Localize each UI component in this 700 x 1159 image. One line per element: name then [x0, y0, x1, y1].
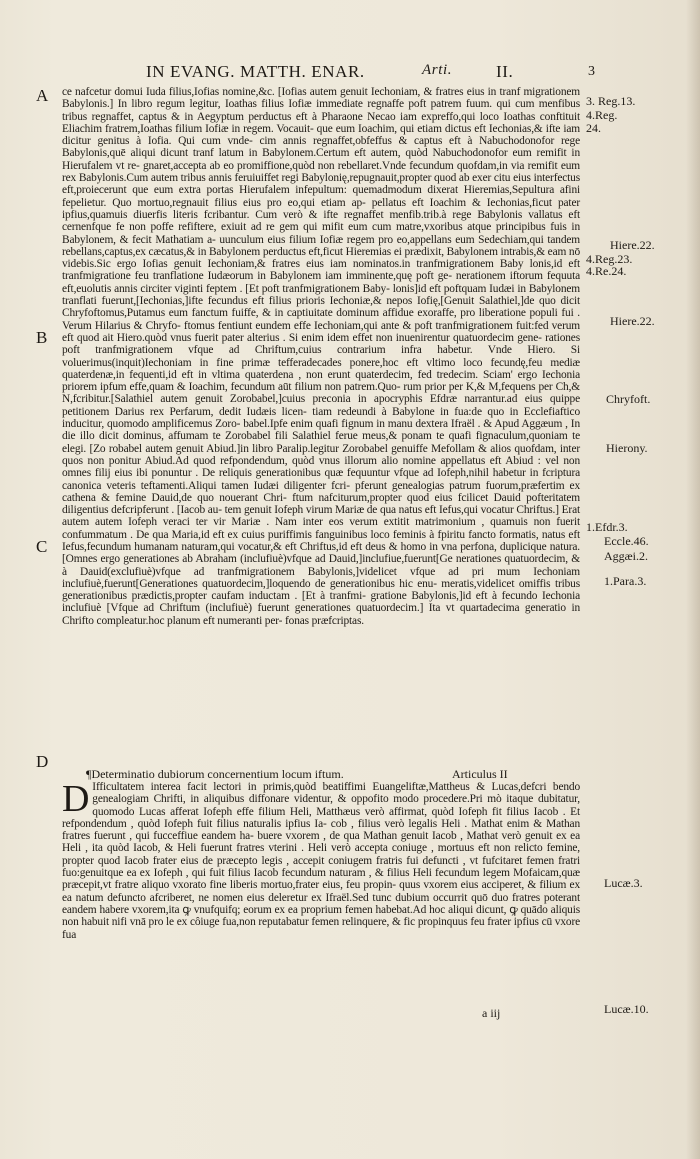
section-letter-a: A	[36, 86, 49, 105]
margin-note: Hierony.	[606, 441, 648, 455]
margin-note: 1.Para.3.	[604, 574, 647, 588]
margin-note: 1.Efdr.3.	[586, 520, 628, 534]
margin-note: 4.Re.24.	[586, 264, 627, 278]
paragraph: Ifficultatem interea facit lectori in primis,quòd beatiffimi Euangeliftæ,Mattheus & Lucas,defcri bendo genealogiam Chrifti, in aliquibus diffonare videntur, & oppofito modo procedere.Pri mò itaque dubitatur, quomodo Lucas afferat Iofeph effe filium Heli, Matthæus verò affirmat, quòd Iofeph fit filius Iacob . Et refpondendum , quòd Iofeph fuit filius naturalis ipfius Ia- cob , filius verò legalis Heli . Mathat enim & Mathan fratres fuerunt , qui fucceffiue eandem ha- buere vxorem , de qua Mathan genuit Iacob , Mathat verò genuit ex ea Heli , ita quòd Iacob, & Heli fuerunt fratres vterini . Heli verò accepta coniuge , mortuus eft non relicto femine, propter quod Iacob frater eius de præcepto legis , accepit coniugem fratris fui defuncti , vt fufcitaret femen fratri fuo:genuitque ea ex Iofeph , qui fuit filius Iacob fecundum naturam , & filius Heli fecundum legem Mofaicam,quæ præcepit,vt fratre aliquo vxorato fine liberis mortuo,frater eius, feu propin- quus vxorem eius acciperet, & filium ex ea natum defuncto afcriberet, ne nomen eius deleretur ex Ifraël.Sed tunc dubium occurrit quō duo fratres poterant eandem habere vxorem,ita ꝙ vnufquifq; eorum ex ea proprium femen habebat.Ad hoc aliqui dicunt, ꝙ quādo aliquis non habuit nifi vnā pro le ex côiuge fua,non reputabatur femen relinquere, & fic propinquus feu frater ipfius cū vxore fua	[62, 781, 580, 941]
margin-note: Hiere.22.	[610, 314, 655, 328]
margin-note: 4.Reg.	[586, 108, 618, 122]
article-heading-title: ¶Determinatio dubiorum concernentium locum iftum.	[86, 767, 344, 781]
section-letter-c: C	[36, 537, 48, 556]
section-letter-b: B	[36, 328, 48, 347]
commentary-passage-two	[62, 778, 580, 941]
paragraph: ce nafcetur domui Iuda filius,Iofias nomine,&c. [Iofias autem genuit Iechoniam, & fratres eius in tranf migrationem Babylonis.] In libro regum legitur, Ioathas filius Iofiæ immediate regnaffe poft patrem fuum. qui cum menfibus tribus regnaffet, captus & in Aegyptum perductus eft à Pharaone Necao iam expreffo,qui loco Ioathas conftituit Eliachim fratrem,Ioathas filium Iofiæ in regem. Vocauit- que eum Ioachim, qui etiam dictus eft Iechonias,& ifte iam dicitur genitus à Iofia. Qui cum vnde- cim annis regnaffet,obfeffus & captus eft à Nabuchodonofor rege Babylonis,quē aliqui dicunt tranf latum in Babylonem.Certum eft autem, quòd Nabuchodonofor eum remifit in Hierufalem vt re- gnaret,accepta ab eo promiffione,quòd non rebellaret.Vnde fecundum quofdam,in via remifit eum rex Babylonis.Cum autem tribus annis feruiuiffet regi Babylonię,repugnauit,propter quod ab exer citu eius interfectus eft,proiecerunt que eum extra portas Hierufalem infepultum: quemadmodum dixerat Hieremias,Sepultura afini fepelietur. Quo mortuo,regnauit filius eius pro eo,qui etiam ap- pellatus eft Ioachim & Iechonias,ficut pater ipfius,quamuis diuerfis literis fcribantur. Cum verò & ifte regnaffet menfib.trib.à rege Babylonis vallatus eft cernenfque fe non poffe refiftere, exiuit ad re gem qui mifit eum cum matre,vxoribus atque principibus fuis in Babylonem, & fecit Mathatiam a- uunculum eius filium Iofiæ regem pro eo,appellans eum Sedechiam,qui tandem rebellans,captus,ex cæcatus,& in Babylonem perductus eft,ficut Hieremias ei prædixit, Babylonem intrabis,& eam nō videbis.Sic ergo Iofias genuit Iechoniam,& fratres eius iam nominatos.in tranfmigrationem Baby lonis,id eft tranfmigratione feu tranflatione Iudæorum in Babylonem iam imminente,quę poft ge- nerationem iftorum fequuta eft,euolutis annis circiter viginti feptem . [Et poft tranfmigrationem Baby- lonis]id eft poftquam Iudæi in Babylonem tranflati fuerunt,[Iechonias,]ifte fecundus eft filius prioris Iechoniæ,& nepos Iofię,[Genuit Salathiel,]de quo dicit Chryfoftomus,Putamus eum fanctum fuiffe, & in captiuitate dominum affidue exoraffe, pro liberatione populi fui . Verum Hilarius & Chryfo- ftomus fentiunt eundem effe Iechoniam,qui ante & poft tranfmigrationem fuit:fed verum eft quod ait Hiero.quòd vnus fuerit pater alterius . Si enim idem effet non inuenirentur quatuordecim gene- rationes poft tranfmigrationem vfque ad Chriftum,cuius contrarium infra habetur. Vnde Hiero. Si voluerimus(inquit)Iechoniam in fine primæ tefferadecades ponere,hoc eft vltimo loco fecundę,feu mediæ quaterdenæ,in fequenti,id eft in vltima quaterdena , non erunt quaterdecim, fed tredecim. Sciam' ergo Iechonia priorem ipfum effe,quam & Ioachim, fecundum aūt filium non patrem.Quo- rum prior per K,& M,fequens per Ch,& N,fcribitur.[Salathiel autem genuit Zorobabel,]cuius preconia in apocryphis Efdræ narrantur.ad eius quippe petitionem Darius rex Perfarum, dedit Iudæis licen- tiam redeundi à Babylone in fua:de quo in Ecclefiaftico inducitur, quomodo amplificemus Zoro- babel.Ipfe enim quafi fignum in manu dextera Ifraël . & Apud Aggæum , In die illo dicit dominus, affumam te Zorobabel fili Salathiel ferue meus,& ponam te quafi fignaculum,quoniam te elegi. [Zo robabel autem genuit Abiud.]in libro Paralip.legitur Zorobabel genuiffe Mefollam & alios quofdam, inter quos non ponitur Abiud.Ad quod refpondendum, quòd vnus illorum alio nomine appellatus eft Abiud : vel non omnes filij eius ibi ponuntur . De reliquis generationibus quæ fequuntur vfque ad Iofeph,nihil habetur in fcriptura canonica veteris teftamenti.Aliqui tamen Iudæi diligenter fcri- pferunt genealogias patrum fuorum,præfertim ex cathena & femine Dauid,de quo nouerant Chri- ftum nafciturum,propter quod eius fcilicet Dauid pofteritatem diligentius defcripferunt . [Iacob au- tem genuit Iofeph virum Mariæ de qua natus eft Iefus,qui vocatur Chriftus.] Erat autem autem Iofeph veraci ter vir Mariæ . Nam inter eos verum extitit matrimonium , quamuis non fuerit confummatum . De qua Maria,id eft ex cuius puriffimis fanguinibus loco feminis à fpiritu fancto formatis, natus eft Iefus,fecundum humanam naturam,qui vocatur,& eft Chriftus,id eft deus & homo in vna perfona, duplicique natura.[Omnes ergo generationes ab Abraham (inclufiuè)vfque ad Dauid,]inclufiue,fuerunt[Ge nerationes quatuordecim, & à Dauid(exclufiuè)vfque ad tranfmigrationem Babylonis,]videlicet vfque ad pri mum Iechoniam inclufiuè,fuerunt[Generationes quatuordecim,]loquendo de generationibus hic enu- meratis,videlicet omiffis tribus generationibus prædictis,propter caufam inductam . [Et à tranfmi- gratione Babylonis,]id eft à fecundo Iechonia inclufiuè [Vfque ad Chriftum (inclufiuè) fuerunt generationes quatuordecim.] Ita vt quartadecima generatio in Chrifto compleatur.hoc planum eft numeranti per- fonas præfcriptas.	[62, 86, 580, 627]
drop-cap: D	[62, 778, 90, 820]
margin-note: Lucæ.10.	[604, 1002, 649, 1016]
margin-note: 24.	[586, 121, 601, 135]
folio-number: 3	[588, 64, 595, 79]
margin-note: Lucæ.3.	[604, 876, 643, 890]
margin-note: 3. Reg.13.	[586, 94, 636, 108]
margin-note: Chryfoft.	[606, 392, 651, 406]
signature-mark: a iij	[482, 1006, 501, 1020]
commentary-passage-one	[62, 86, 580, 627]
margin-note: Eccle.46.	[604, 534, 649, 548]
article-heading-number: Articulus II	[452, 767, 508, 781]
margin-note: Hiere.22.	[610, 238, 655, 252]
running-title: IN EVANG. MATTH. ENAR.	[146, 62, 365, 81]
article-number: II.	[496, 62, 514, 81]
margin-note: Aggæi.2.	[604, 549, 649, 563]
margin-note: 4.Reg.23.	[586, 252, 633, 266]
page-edge-shadow	[686, 0, 700, 1159]
running-header	[146, 62, 596, 82]
article-label: Arti.	[422, 62, 453, 78]
section-letter-d: D	[36, 752, 49, 771]
article-heading	[86, 767, 556, 782]
